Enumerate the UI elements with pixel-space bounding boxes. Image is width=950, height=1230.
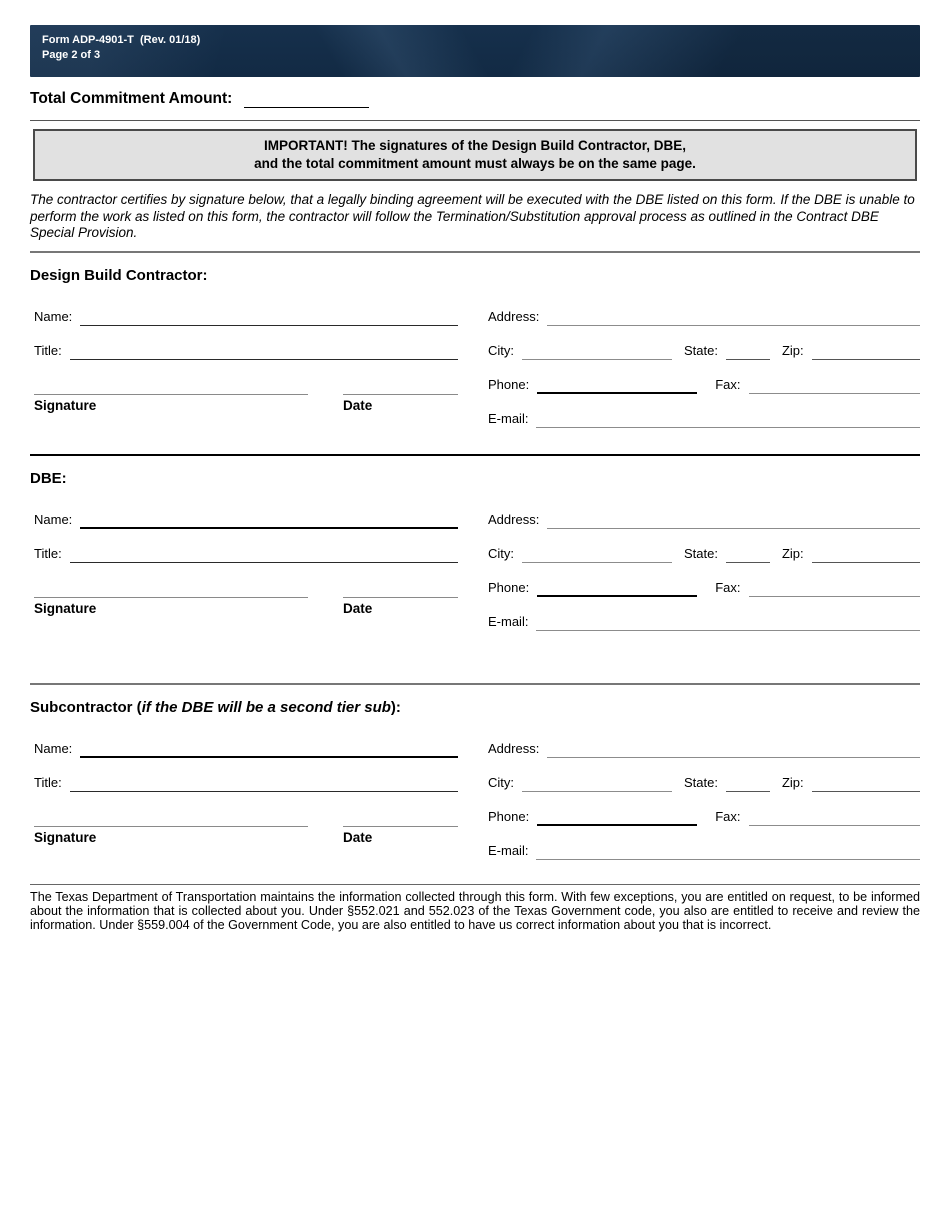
phone-label: Phone: xyxy=(488,377,530,392)
page-indicator: Page 2 of 3 xyxy=(42,49,101,62)
certification-text: The contractor certifies by signature below, that a legally binding agreement will be executed with the DBE listed on this form. If the DBE is unable to perform the work as listed on this form, the contractor will follow the Termination/Substitution approval process as outlined in the Contract DBE Special Provision. xyxy=(30,192,915,240)
dbe-state-input[interactable] xyxy=(726,561,770,563)
dbe-zip-input[interactable] xyxy=(812,561,920,563)
dbe-phone-input[interactable] xyxy=(537,594,697,597)
title-label: Title: xyxy=(34,546,62,561)
name-label: Name: xyxy=(34,741,73,756)
dbc-title-input[interactable] xyxy=(70,358,458,360)
address-label: Address: xyxy=(488,741,540,756)
sub-city-input[interactable] xyxy=(522,790,672,792)
dbc-address-input[interactable] xyxy=(547,324,920,326)
phone-label: Phone: xyxy=(488,580,530,595)
section-heading: Design Build Contractor: xyxy=(30,267,208,284)
zip-label: Zip: xyxy=(781,546,804,561)
sub-name-input[interactable] xyxy=(80,755,458,758)
title-label: Title: xyxy=(34,775,62,790)
dbc-phone-input[interactable] xyxy=(537,391,697,394)
total-commitment-row xyxy=(30,90,920,108)
address-label: Address: xyxy=(488,309,540,324)
dbc-signature-input[interactable] xyxy=(34,378,308,395)
title-label: Title: xyxy=(34,343,62,358)
form-number: Form ADP-4901-T (Rev. 01/18) xyxy=(42,34,201,46)
sub-phone-input[interactable] xyxy=(537,823,697,826)
dbc-name-input[interactable] xyxy=(80,324,458,326)
sub-address-input[interactable] xyxy=(547,756,920,758)
dbe-date-input[interactable] xyxy=(343,581,458,598)
section-heading: DBE: xyxy=(30,470,67,487)
name-label: Name: xyxy=(34,309,73,324)
dbe-email-input[interactable] xyxy=(536,629,920,631)
sub-state-input[interactable] xyxy=(726,790,770,792)
city-label: City: xyxy=(488,775,514,790)
dbe-title-input[interactable] xyxy=(70,561,458,563)
dbe-address-input[interactable] xyxy=(547,527,920,529)
date-label: Date xyxy=(343,601,373,616)
city-label: City: xyxy=(488,343,514,358)
zip-label: Zip: xyxy=(781,775,804,790)
divider xyxy=(30,120,920,121)
email-label: E-mail: xyxy=(488,411,529,426)
dbe-name-input[interactable] xyxy=(80,526,458,529)
privacy-notice: The Texas Department of Transportation maintains the information collected through this form. With few exceptions, you are entitled on request, to be informed about the information that is collected about you. Under §552.021 and 552.023 of the Texas Government code, you also are entitled to receive and review the information. Under §559.004 of the Government Code, you are also entitled to have us correct information about you that is incorrect. xyxy=(30,890,920,932)
date-label: Date xyxy=(343,830,373,845)
section-subcontractor xyxy=(30,685,920,860)
footer-divider xyxy=(30,884,920,885)
sub-email-input[interactable] xyxy=(536,858,920,860)
dbc-state-input[interactable] xyxy=(726,358,770,360)
dbc-date-input[interactable] xyxy=(343,378,458,395)
sub-signature-input[interactable] xyxy=(34,810,308,827)
email-label: E-mail: xyxy=(488,614,529,629)
fax-label: Fax: xyxy=(715,580,741,595)
email-label: E-mail: xyxy=(488,843,529,858)
total-commitment-input[interactable] xyxy=(244,93,369,108)
state-label: State: xyxy=(684,343,718,358)
state-label: State: xyxy=(684,775,718,790)
section-dbe xyxy=(30,456,920,673)
dbe-city-input[interactable] xyxy=(522,561,672,563)
important-notice-line1: IMPORTANT! The signatures of the Design Build Contractor, DBE, xyxy=(263,138,687,153)
section-design-build-contractor xyxy=(30,253,920,442)
dbe-signature-input[interactable] xyxy=(34,581,308,598)
fax-label: Fax: xyxy=(715,377,741,392)
state-label: State: xyxy=(684,546,718,561)
dbc-city-input[interactable] xyxy=(522,358,672,360)
sub-title-input[interactable] xyxy=(70,790,458,792)
important-notice-line2: and the total commitment amount must always be on the same page. xyxy=(254,156,696,172)
sub-date-input[interactable] xyxy=(343,810,458,827)
signature-label: Signature xyxy=(34,601,97,616)
total-commitment-label: Total Commitment Amount: xyxy=(30,90,233,107)
city-label: City: xyxy=(488,546,514,561)
dbc-email-input[interactable] xyxy=(536,426,920,428)
address-label: Address: xyxy=(488,512,540,527)
form-header-banner xyxy=(30,25,920,77)
dbe-fax-input[interactable] xyxy=(749,595,921,597)
name-label: Name: xyxy=(34,512,73,527)
dbc-zip-input[interactable] xyxy=(812,358,920,360)
sub-fax-input[interactable] xyxy=(749,824,921,826)
phone-label: Phone: xyxy=(488,809,530,824)
fax-label: Fax: xyxy=(715,809,741,824)
section-heading: Subcontractor (if the DBE will be a second tier sub): xyxy=(30,699,401,716)
dbc-fax-input[interactable] xyxy=(749,392,921,394)
zip-label: Zip: xyxy=(781,343,804,358)
signature-label: Signature xyxy=(34,398,97,413)
signature-label: Signature xyxy=(34,830,97,845)
important-notice-box xyxy=(33,129,917,181)
sub-zip-input[interactable] xyxy=(812,790,920,792)
date-label: Date xyxy=(343,398,373,413)
